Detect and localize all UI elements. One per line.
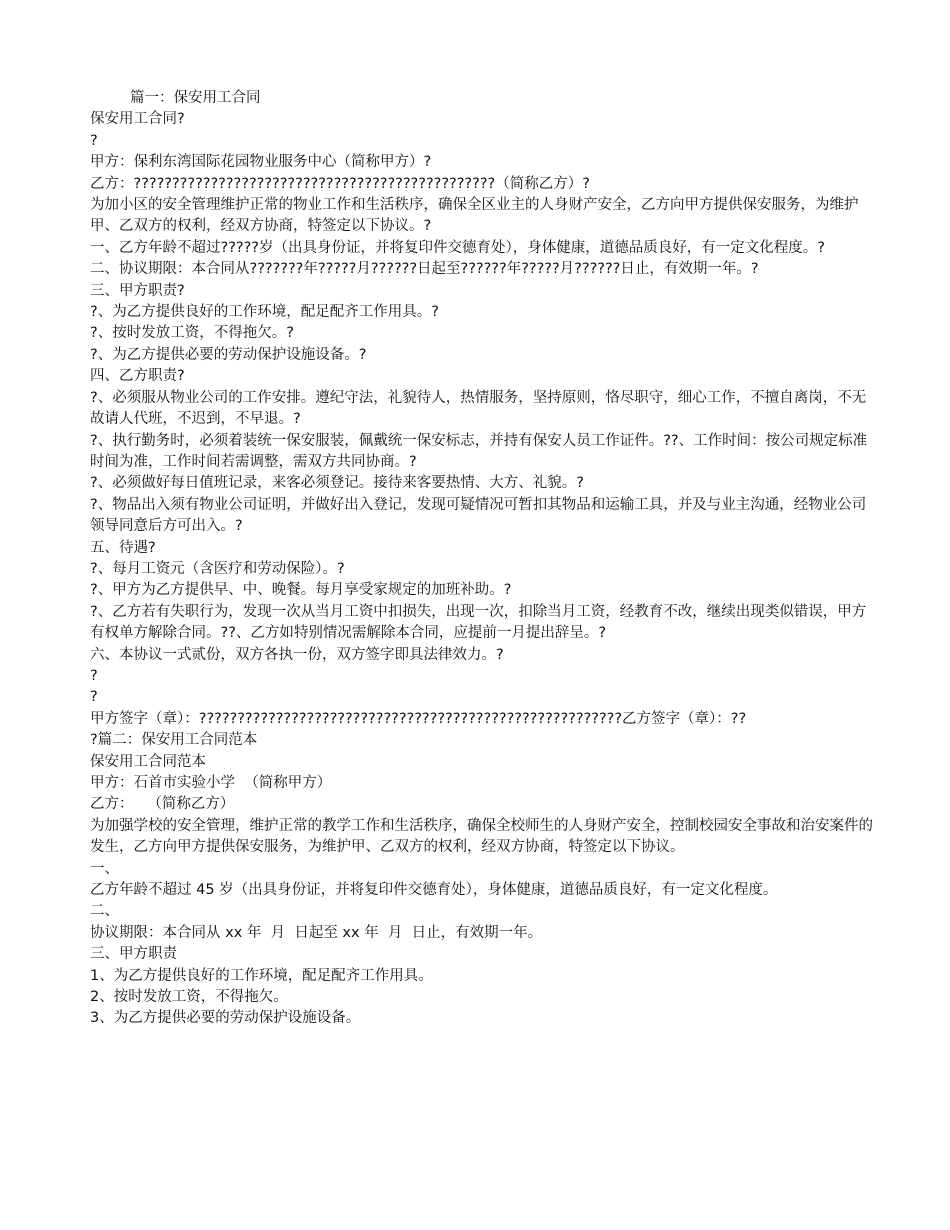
clause-item: ?、物品出入须有物业公司证明，并做好出入登记，发现可疑情况可暂扣其物品和运输工具，并及与业主沟通，经物业公司领导同意后方可出入。?	[90, 496, 867, 535]
party-a-line: 甲方：保利东湾国际花园物业服务中心（简称甲方）?	[90, 154, 432, 171]
clause-heading: 一、	[90, 860, 119, 877]
text-line: ?	[90, 689, 98, 706]
clause-item: ?、按时发放工资，不得拖欠。?	[90, 325, 294, 342]
clause-heading: 三、甲方职责	[90, 946, 177, 963]
clause-item: 2、按时发放工资，不得拖欠。	[90, 989, 288, 1006]
clause-heading: 四、乙方职责?	[90, 368, 185, 385]
clause-item: 协议期限：本合同从 xx 年 月 日起至 xx 年 月 日止，有效期一年。	[90, 924, 543, 941]
clause-item: ?、每月工资元（含医疗和劳动保险）。?	[90, 560, 345, 577]
party-b-line-2: 乙方： （简称乙方）	[90, 796, 235, 813]
signature-line: 甲方签字（章）：???????????????????????????????????????????????????????乙方签字（章）：??	[90, 710, 747, 727]
clause-heading: 二、	[90, 903, 119, 920]
party-a-line-2: 甲方：石首市实验小学 （简称甲方）	[90, 775, 332, 791]
clause-heading: 五、待遇?	[90, 539, 156, 556]
section-heading-1: 篇一：保安用工合同	[130, 90, 261, 106]
clause-item: 1、为乙方提供良好的工作环境，配足配齐工作用具。	[90, 967, 433, 984]
clause-heading: 三、甲方职责?	[90, 282, 185, 299]
preamble-paragraph: 为加小区的安全管理维护正常的物业工作和生活秩序，确保全区业主的人身财产安全，乙方向甲方提供保安服务，为维护甲、乙双方的权利，经双方协商，特签定以下协议。?	[90, 197, 859, 235]
clause-age: 一、乙方年龄不超过?????岁（出具身份证，并将复印件交德育处），身体健康，道德品质良好，有一定文化程度。?	[90, 239, 825, 256]
clause-item: ?、执行勤务时，必须着装统一保安服装，佩戴统一保安标志，并持有保安人员工作证件。??、工作时间：按公司规定标准时间为准，工作时间若需调整，需双方共同协商。?	[90, 432, 868, 470]
clause-item: ?、必须做好每日值班记录，来客必须登记。接待来客要热情、大方、礼貌。?	[90, 475, 584, 492]
document-body	[90, 88, 880, 1030]
text-line: ?	[90, 132, 98, 149]
party-b-line: 乙方：???????????????????????????????????????????????（简称乙方）?	[90, 175, 590, 192]
contract-title: 保安用工合同?	[90, 111, 185, 128]
clause-item: 六、本协议一式贰份，双方各执一份，双方签字即具法律效力。?	[90, 646, 504, 663]
clause-item: ?、为乙方提供良好的工作环境，配足配齐工作用具。?	[90, 304, 439, 321]
preamble-paragraph-2: 为加强学校的安全管理，维护正常的教学工作和生活秩序，确保全校师生的人身财产安全，控制校园安全事故和治安案件的发生，乙方向甲方提供保安服务，为维护甲、乙双方的权利，经双方协商，特签定以下协议。	[90, 817, 873, 856]
clause-item: 乙方年龄不超过 45 岁（出具身份证，并将复印件交德育处），身体健康，道德品质良好，有一定文化程度。	[90, 882, 778, 899]
clause-item: ?、乙方若有失职行为，发现一次从当月工资中扣损失，出现一次，扣除当月工资，经教育不改，继续出现类似错误，甲方有权单方解除合同。??、乙方如特别情况需解除本合同，应提前一月提出辞呈。?	[90, 603, 867, 642]
section-heading-2: ?篇二：保安用工合同范本	[90, 732, 258, 749]
contract-title-2: 保安用工合同范本	[90, 753, 206, 770]
clause-item: 3、为乙方提供必要的劳动保护设施设备。	[90, 1010, 361, 1027]
clause-item: ?、为乙方提供必要的劳动保护设施设备。?	[90, 346, 367, 363]
text-line: ?	[90, 667, 98, 684]
clause-term: 二、协议期限：本合同从???????年?????月??????日起至??????年?????月??????日止，有效期一年。?	[90, 261, 759, 278]
clause-item: ?、必须服从物业公司的工作安排。遵纪守法，礼貌待人，热情服务，坚持原则，恪尽职守，细心工作，不擅自离岗，不无故请人代班，不迟到，不早退。?	[90, 389, 867, 428]
clause-item: ?、甲方为乙方提供早、中、晚餐。每月享受家规定的加班补助。?	[90, 582, 512, 599]
